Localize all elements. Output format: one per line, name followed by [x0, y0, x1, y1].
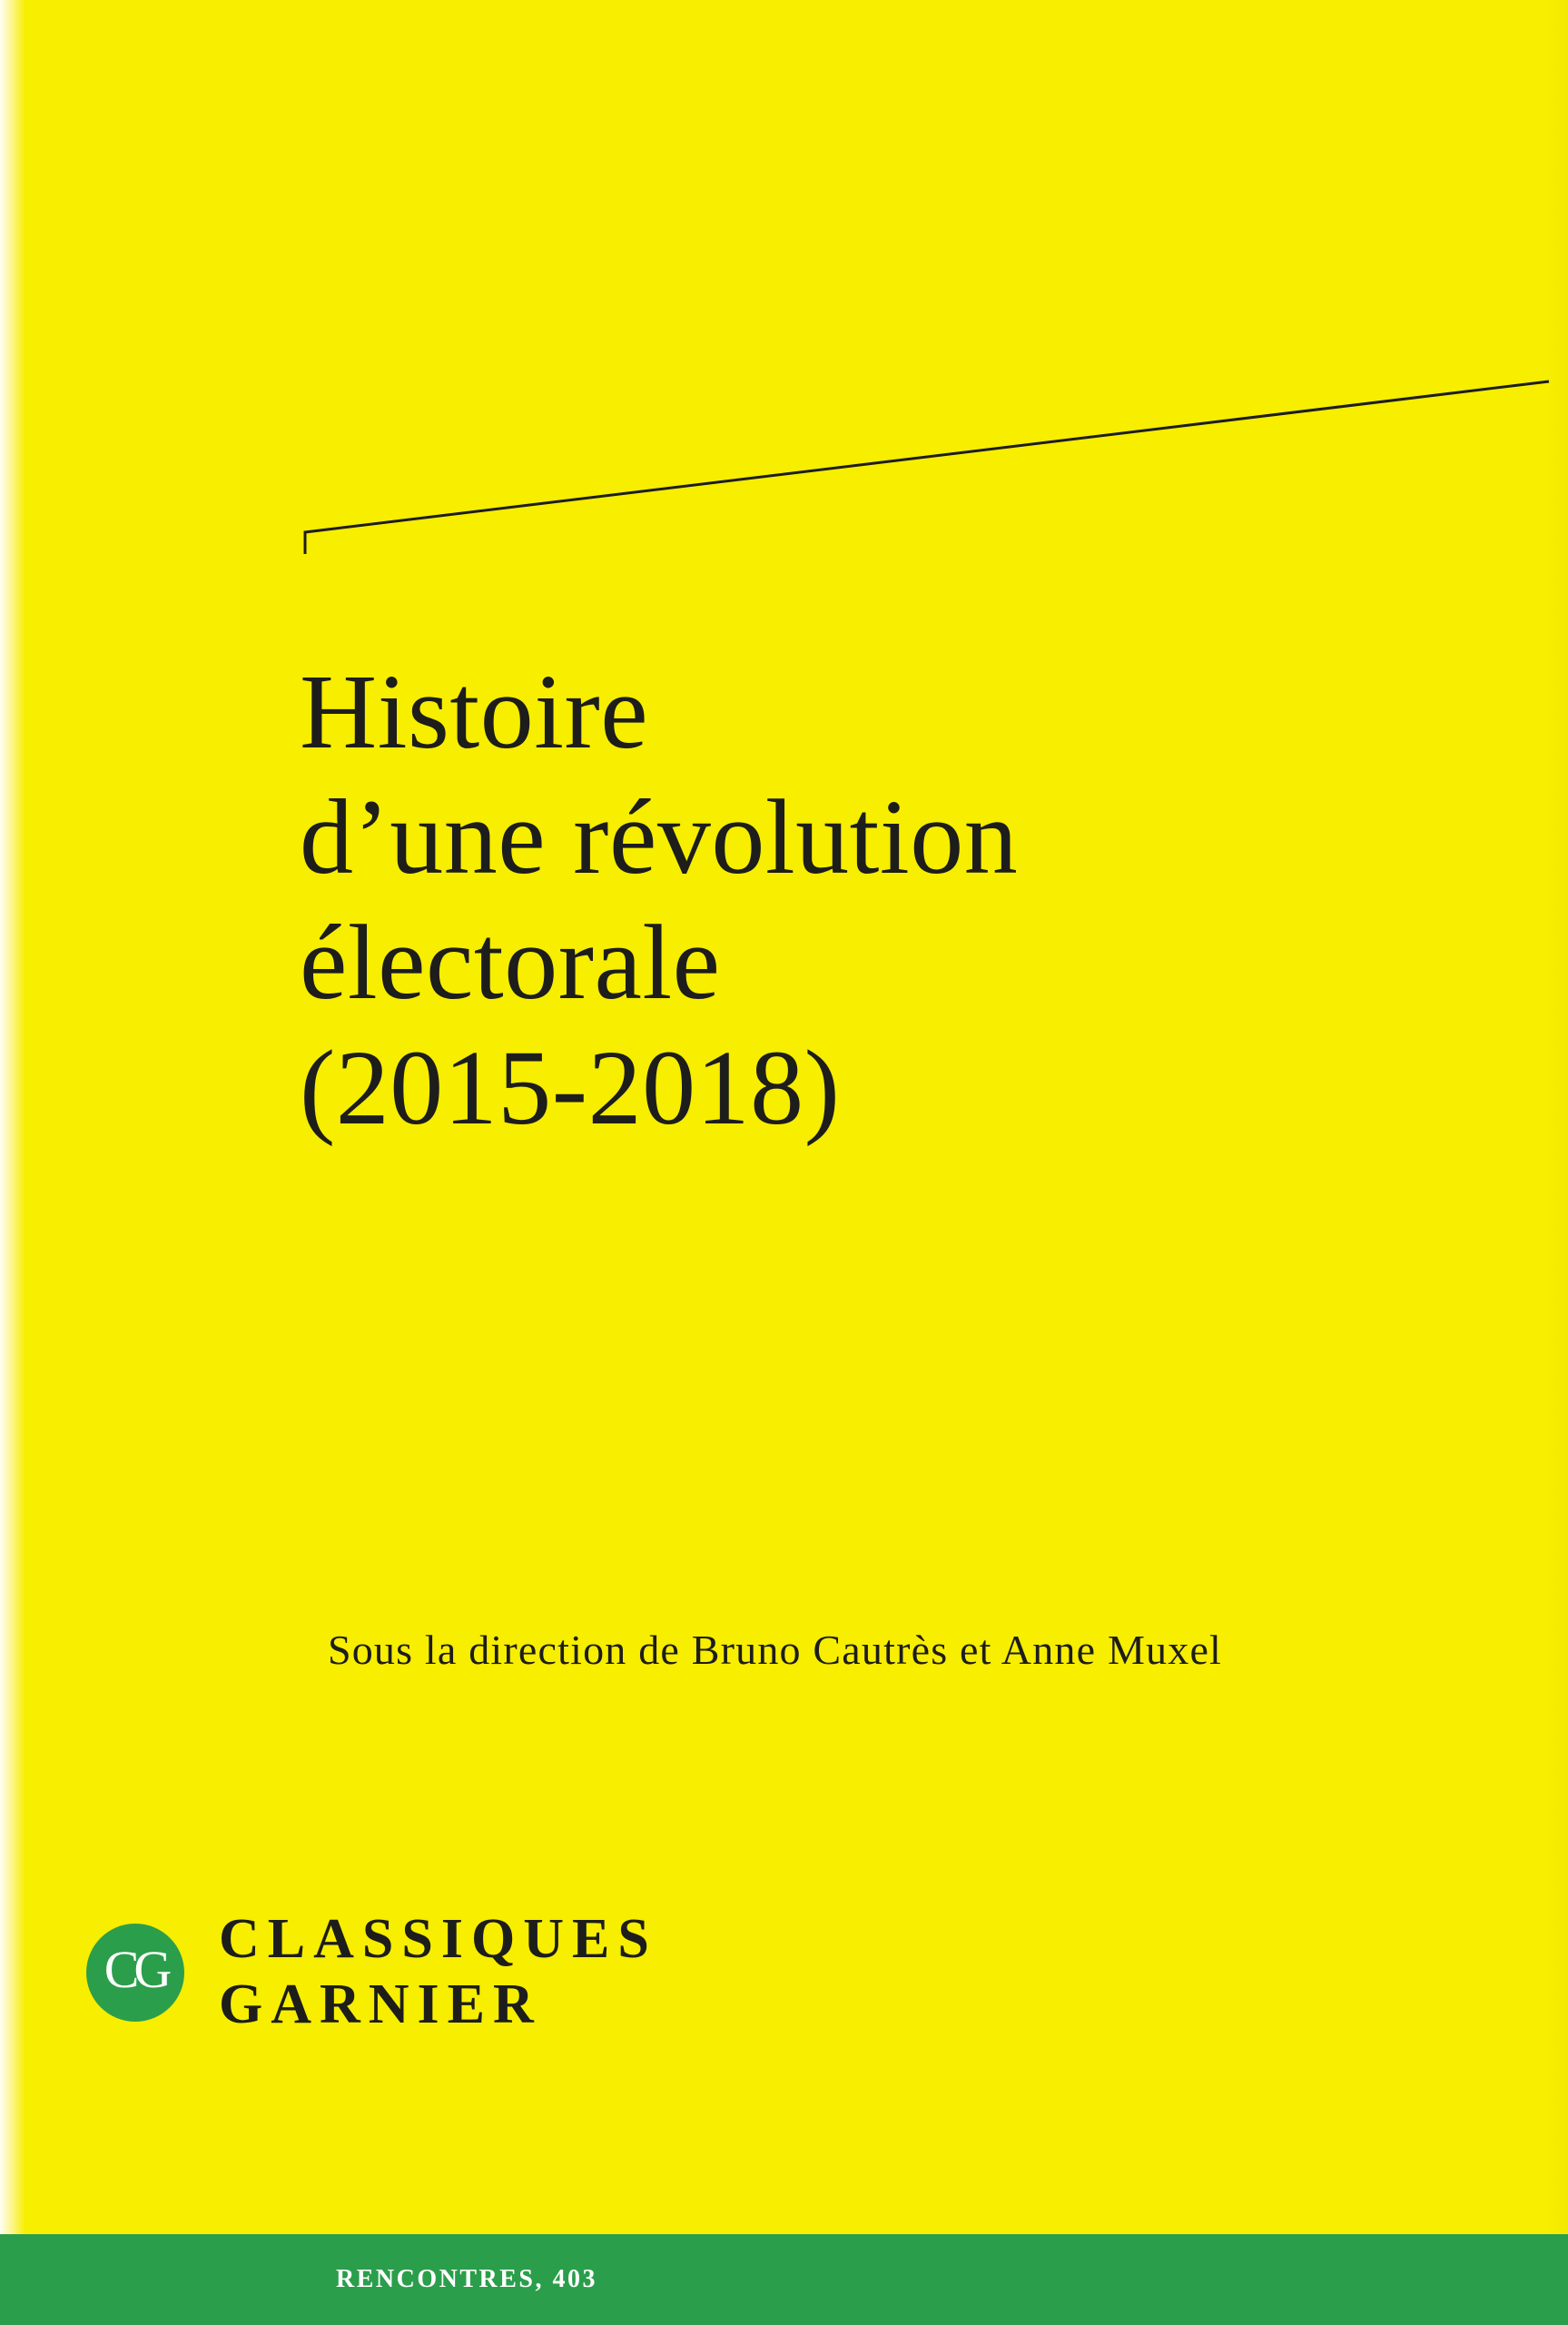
page-title — [300, 649, 1371, 1151]
publisher-name-line-1: CLASSIQUES — [219, 1908, 657, 1970]
page-left-edge-shadow — [0, 0, 25, 2325]
title-line-2: d’une révolution — [300, 777, 1019, 897]
title-line-1: Histoire — [300, 652, 649, 771]
publisher-name — [219, 1907, 657, 2038]
logo-letters: CG — [104, 1939, 167, 1999]
series-band — [0, 2234, 1568, 2325]
classiques-garnier-logo-icon — [86, 1924, 184, 2022]
diagonal-rule-decoration — [0, 0, 1568, 636]
publisher-block — [86, 1907, 657, 2038]
series-label: RENCONTRES, 403 — [336, 2265, 597, 2293]
editors-credit: Sous la direction de Bruno Cautrès et Anne Muxel — [327, 1627, 1223, 1673]
publisher-name-line-2: GARNIER — [219, 1973, 542, 2035]
title-line-3: électorale — [300, 903, 721, 1023]
title-line-4: (2015-2018) — [300, 1028, 841, 1148]
page-right-edge-shadow — [1548, 0, 1568, 2325]
